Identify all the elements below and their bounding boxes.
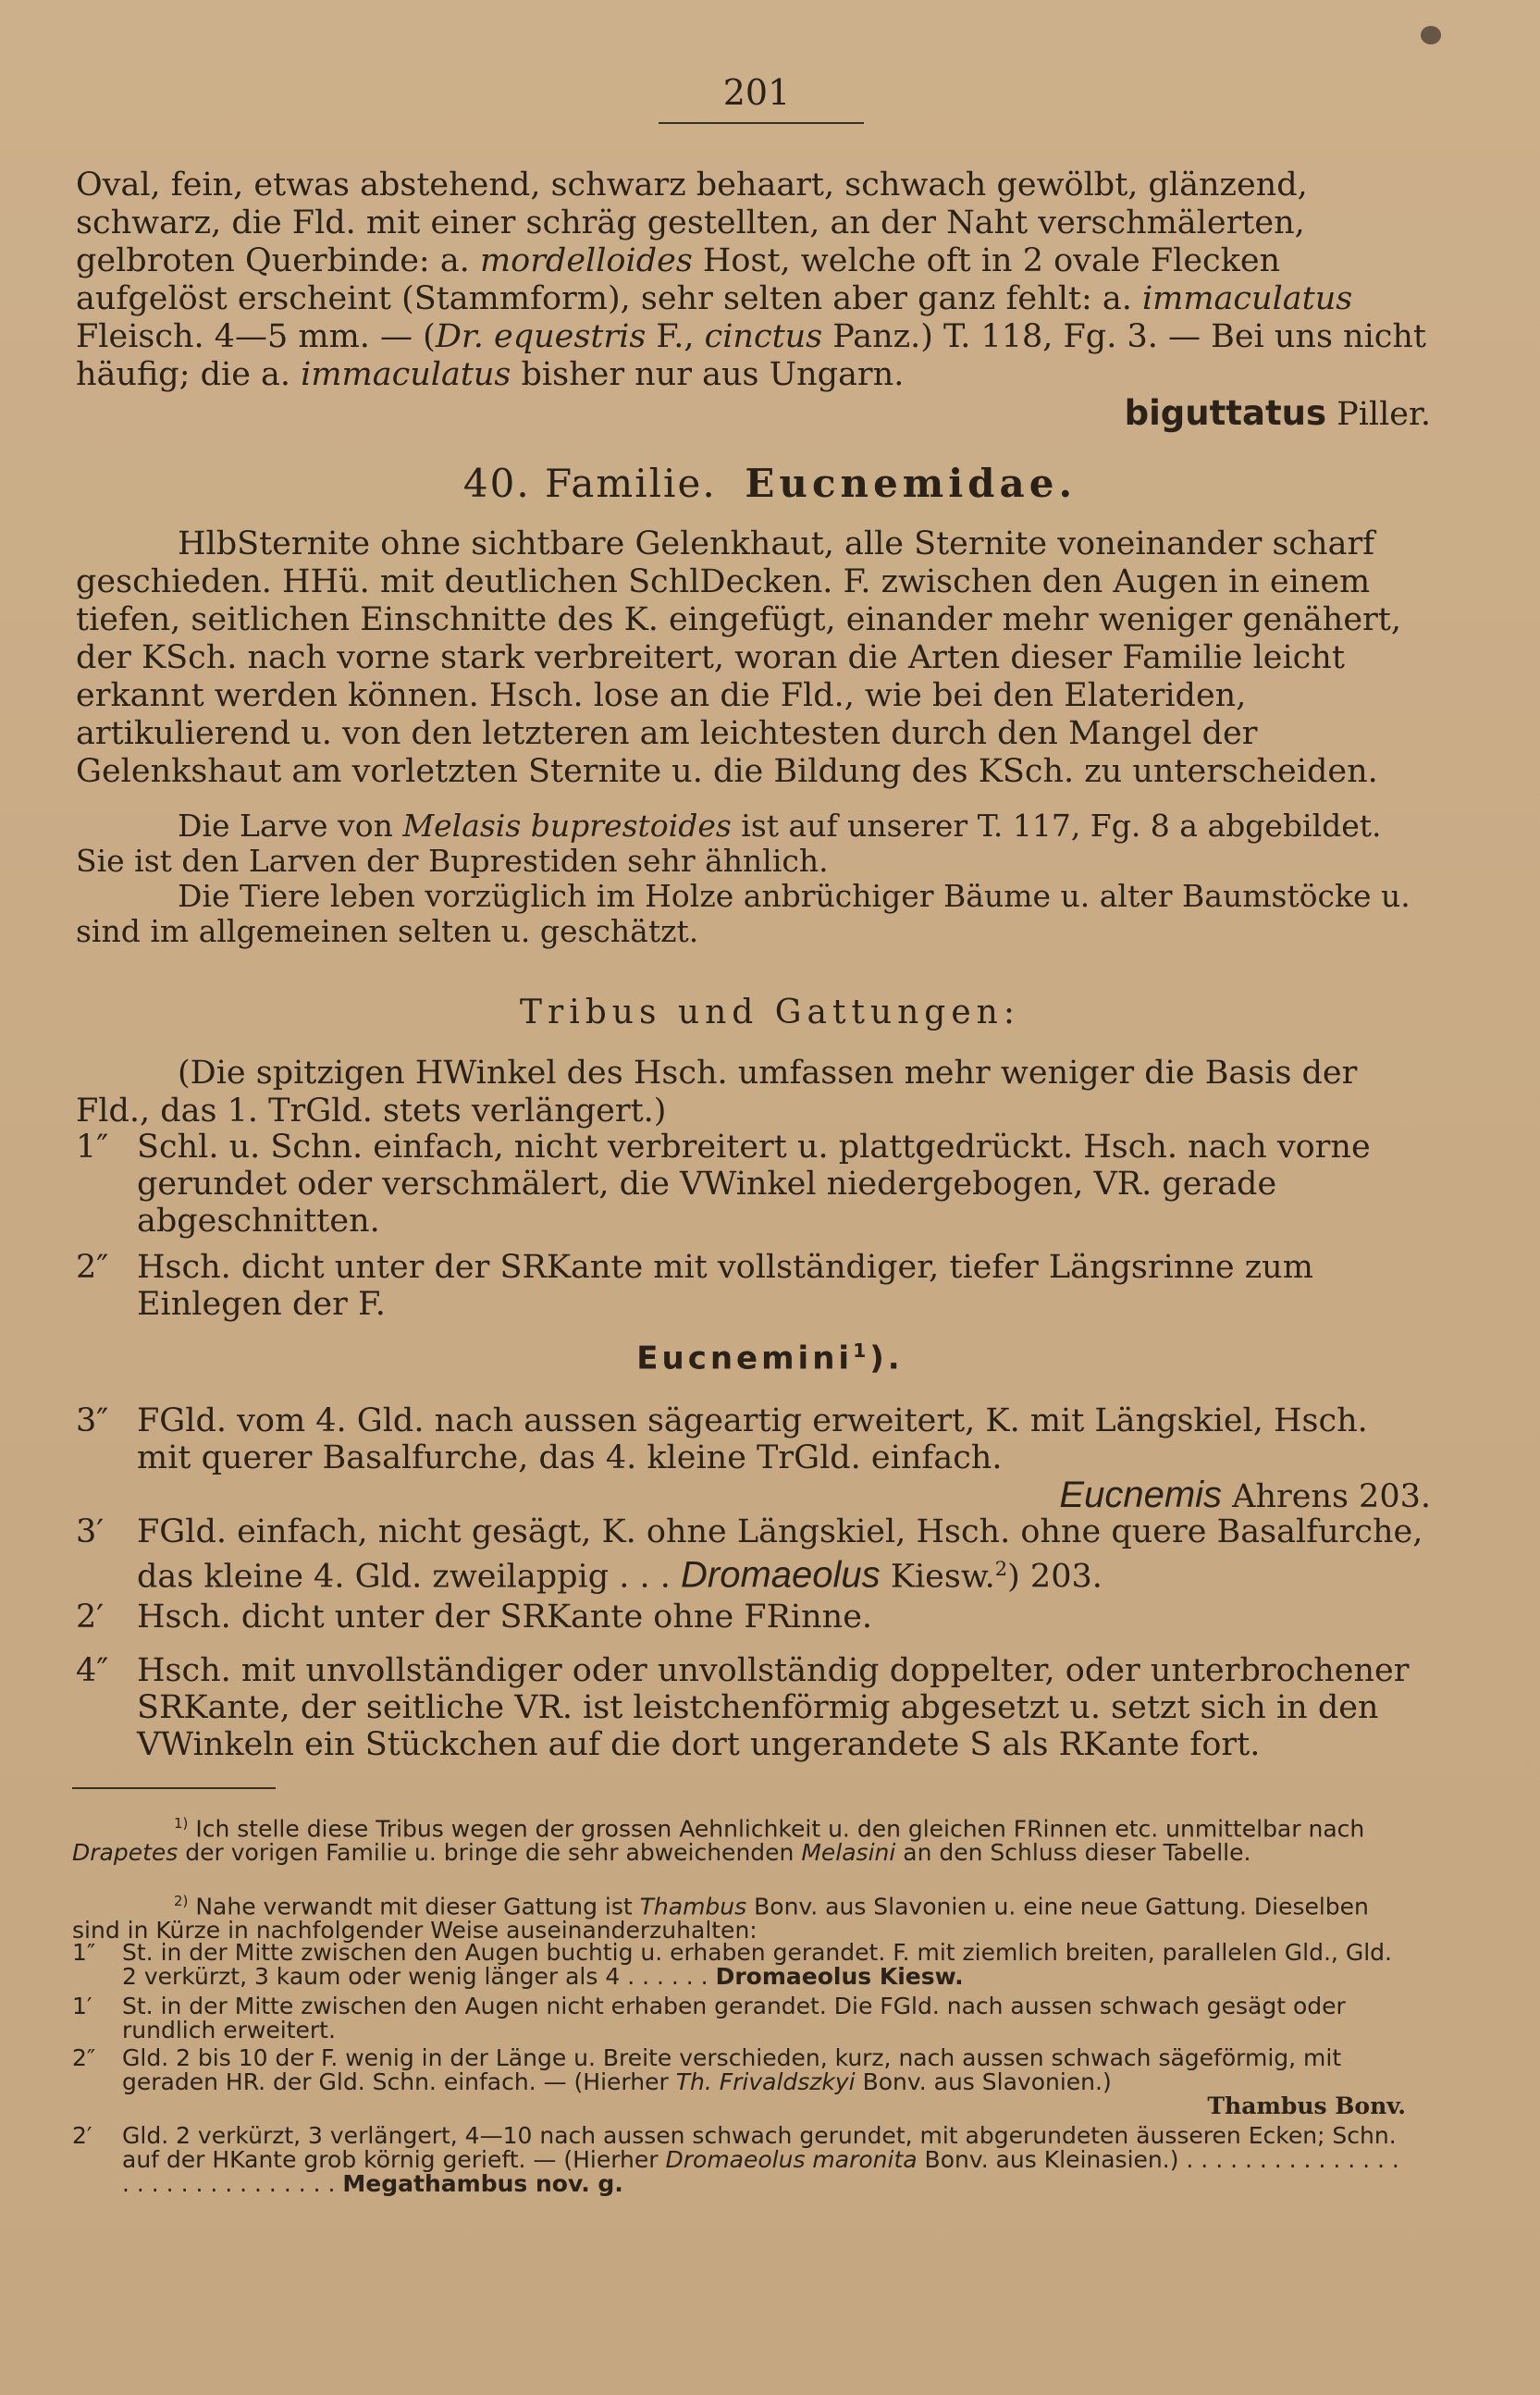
key-text: Hsch. mit unvollständiger oder unvollständig doppelter, oder unterbrochener SRKante, der seitliche VR. ist leistchenförmig abgesetzt u. setzt sich in den VWinkeln ein Stückchen auf die dort ungerandete S als RKante fort. (137, 1652, 1410, 1763)
key-entry (76, 1249, 1431, 1323)
larva-species: Melasis buprestoides (402, 808, 732, 844)
intro-paragraph (76, 167, 1431, 434)
tribus-note: (Die spitzigen HWinkel des Hsch. umfassen mehr weniger die Basis der Fld., das 1. TrGld. stets verlängert.) (76, 1055, 1358, 1130)
key-number: 2″ (76, 1249, 109, 1286)
intro-text: Oval, fein, etwas abstehend, schwarz behaart, schwach gewölbt, glänzend, schwarz, die Fld. mit einer schräg gestellten, an der Naht verschmälerten, gelbroten Querbinde: a. mordelloides Host, welche oft in 2 ovale Flecken aufgelöst erscheint (Stammform), sehr selten aber ganz fehlt: a. immaculatus Fleisch. 4—5 mm. — (Dr. equestris F., cinctus Panz.) T. 118, Fg. 3. — Bei uns nicht häufig; die a. immaculatus bisher nur aus Ungarn. (76, 167, 1426, 393)
key-number: 1″ (76, 1129, 109, 1166)
key-number: 2′ (76, 1599, 105, 1636)
footnote-2: $^{2)}$ Nahe verwandt mit dieser Gattung ist Thambus Bonv. aus Slavonien u. eine neue Gattung. Dieselben sind in Kürze in nachfolgender Weise auseinanderzuhalten: (72, 1893, 1369, 1944)
family-heading: 40. Familie. Eucnemidae. (462, 461, 1078, 506)
key-text: FGld. vom 4. Gld. nach aussen sägeartig erweitert, K. mit Längskiel, Hsch. mit querer Basalfurche, das 4. kleine TrGld. einfach. (137, 1402, 1368, 1476)
species-name: biguttatus (1124, 393, 1327, 433)
key-text: FGld. einfach, nicht gesägt, K. ohne Längskiel, Hsch. ohne quere Basalfurche, das kleine 4. Gld. zweilappig . . . Dromaeolus Kiesw.$^2$) 203. (137, 1513, 1423, 1596)
genus-name: Eucnemis (1059, 1475, 1223, 1515)
key-text: Schl. u. Schn. einfach, nicht verbreitert u. plattgedrückt. Hsch. nach vorne gerundet oder verschmälert, die VWinkel niedergebogen, VR. gerade abgeschnitten. (137, 1129, 1371, 1240)
species-line (76, 394, 1431, 434)
key-entry (76, 1513, 1431, 1596)
footnote-key-entry: 1″ St. in der Mitte zwischen den Augen buchtig u. erhaben gerandet. F. mit ziemlich breiten, parallelen Gld., Gld. 2 verkürzt, 3 kaum oder wenig länger als 4 . . . . . . Dromaeolus Kiesw. (72, 1939, 1392, 1990)
key-text: Hsch. dicht unter der SRKante ohne FRinne. (137, 1599, 873, 1636)
larva-paragraph: Die Larve von Melasis buprestoides ist auf unserer T. 117, Fg. 8 a abgebildet. Sie ist den Larven der Buprestiden sehr ähnlich. (76, 808, 1382, 879)
key-entry (76, 1652, 1431, 1763)
family-description: HlbSternite ohne sichtbare Gelenkhaut, alle Sternite voneinander scharf geschieden. HHü. mit deutlichen SchlDecken. F. zwischen den Augen in einem tiefen, seitlichen Einschnitte des K. eingefügt, einander mehr weniger genähert, der KSch. nach vorne stark verbreitert, woran die Arten dieser Familie leicht erkannt werden können. Hsch. lose an die Fld., wie bei den Elateriden, artikulierend u. von den letzteren am leichtesten durch den Mangel der Gelenkshaut am vorletzten Sternite u. die Bildung des KSch. zu unterscheiden. (76, 525, 1401, 790)
genus-name: Dromaeolus Kiesw. (715, 1963, 964, 1990)
key-number: 4″ (76, 1652, 109, 1689)
footnote-key-entry: 1′ St. in der Mitte zwischen den Augen nicht erhaben gerandet. Die FGld. nach aussen schwach gesägt oder rundlich erweitert. (72, 1993, 1346, 2043)
footnote-1: $^{1)}$ Ich stelle diese Tribus wegen der grossen Aehnlichkeit u. den gleichen FRinnen etc. unmittelbar nach Drapetes der vorigen Familie u. bringe die sehr abweichenden Melasini an den Schluss dieser Tabelle. (72, 1815, 1365, 1867)
tribe-heading: Eucnemini$^1$). (636, 1339, 904, 1377)
ink-spot (1421, 26, 1441, 44)
genus-name: Dromaeolus (681, 1554, 881, 1596)
key-number: 3″ (76, 1402, 109, 1439)
page-number: 201 (722, 72, 791, 113)
key-entry (76, 1129, 1431, 1240)
habitat-paragraph: Die Tiere leben vorzüglich im Holze anbrüchiger Bäume u. alter Baumstöcke u. sind im allgemeinen selten u. geschätzt. (76, 878, 1411, 949)
genus-line: Eucnemis Ahrens 203. (1059, 1475, 1431, 1515)
key-number: 3′ (76, 1513, 105, 1550)
family-name: Eucnemidae. (745, 461, 1078, 506)
tribus-heading: Tribus und Gattungen: (520, 994, 1020, 1031)
species-author: Piller. (1326, 396, 1431, 433)
key-text: Hsch. dicht unter der SRKante mit vollständiger, tiefer Längsrinne zum Einlegen der F. (137, 1249, 1313, 1323)
footnote-key-entry: 2″ Gld. 2 bis 10 der F. wenig in der Länge u. Breite verschieden, kurz, nach aussen schwach sägeförmig, mit geraden HR. der Gld. Schn. einfach. — (Hierher Th. Frivaldszkyi Bonv. aus Slavonien.) Thambus Bonv. (72, 2044, 1406, 2119)
key-entry (76, 1599, 1431, 1636)
key-entry (76, 1402, 1431, 1515)
footnote-rule (72, 1787, 276, 1789)
genus-name: Thambus Bonv. (1207, 2093, 1406, 2119)
genus-name: Megathambus nov. g. (342, 2170, 623, 2197)
footnote-key-entry: 2′ Gld. 2 verkürzt, 3 verlängert, 4—10 nach aussen schwach gerundet, mit abgerundeten äusseren Ecken; Schn. auf der HKante grob körnig gerieft. — (Hierher Dromaeolus maronita Bonv. aus Kleinasien.) . . . . . . . . . . . . . . . . . . . . . . . . . . . . . . Megathambus nov. g. (72, 2122, 1399, 2197)
page-number-rule (659, 122, 864, 124)
